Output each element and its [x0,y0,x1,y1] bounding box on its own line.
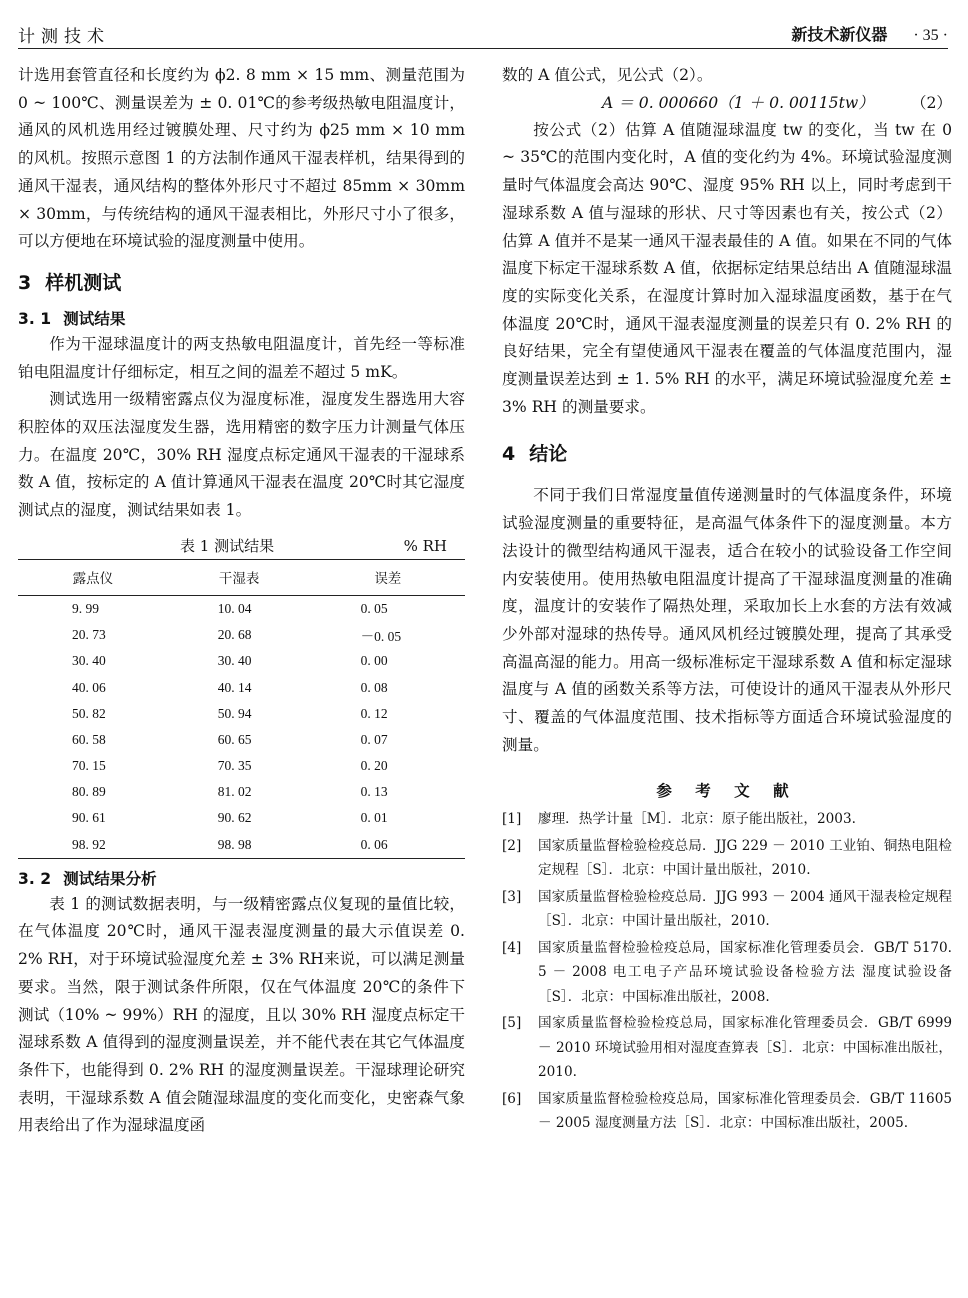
subsection-3-1-title: 测试结果 [63,309,126,328]
reference-number: [4] [502,939,522,956]
cell-error: 0. 07 [360,731,388,747]
reference-number: [3] [502,888,522,905]
section-name: 新技术新仪器 [791,25,888,44]
cell-error: 0. 12 [360,705,388,721]
section-3-title: 样机测试 [45,271,122,294]
header-right [791,22,948,45]
paragraph-3-1-a: 作为干湿球温度计的两支热敏电阻温度计，首先经一等标准铂电阻温度计仔细标定，相互之间的温差不超过 5 mK。 [18,334,465,381]
reference-item [502,1087,952,1136]
cell-dewpoint: 98. 92 [18,832,168,859]
reference-number: [2] [502,837,522,854]
reference-item [502,834,952,883]
table-row [18,674,465,700]
table-row [18,622,465,648]
cell-error: －0. 05 [360,629,402,645]
reference-text: 国家质量监督检验检疫总局．JJG 229 － 2010 工业铂、铜热电阻检定规程［S］．北京：中国计量出版社，2010. [538,837,952,879]
column-header-psychrometer: 干湿表 [168,559,311,595]
column-header-dewpoint: 露点仪 [18,559,168,595]
left-column [18,62,465,1140]
subsection-3-2-number: 3. 2 [18,869,52,888]
cell-dewpoint: 40. 06 [72,679,106,695]
cell-psychrometer: 40. 14 [217,679,252,695]
subsection-3-1-heading [18,307,465,329]
cell-dewpoint: 70. 15 [72,758,106,774]
reference-item [502,807,952,832]
subsection-3-2-heading [18,867,465,889]
cell-error: 0. 00 [360,653,388,669]
cell-psychrometer: 60. 65 [217,731,252,747]
cell-dewpoint: 9. 99 [72,600,99,616]
reference-item [502,936,952,1010]
cell-dewpoint: 80. 89 [72,784,106,800]
reference-number: [6] [502,1090,522,1107]
section-4-number: 4 [502,443,516,466]
paragraph-3-2: 表 1 的测试数据表明，与一级精密露点仪复现的量值比较，在气体温度 20℃时，通风干湿表湿度测量的最大示值误差 0. 2% RH，对于环境试验湿度允差 ± 3% RH来说，可以满足测量要求。当然，限于测试条件所限，仅在气体温度 20℃的条件下测试（10% ~ 99%）RH 的湿度，且以 30% RH 湿度点标定干湿球系数 A 值得到的湿度测量误差，并不能代表在其它气体温度条件下，也能得到 0. 2% RH 的湿度测量误差。干湿球理论研究表明，干湿球系数 A 值会随湿球温度的变化而变化，史密森气象用表给出了作为湿球温度函 [18,894,465,1135]
journal-name: 计测技术 [18,27,110,47]
reference-item [502,1011,952,1085]
page-number: · 35 · [913,27,948,44]
cell-psychrometer: 50. 94 [217,705,252,721]
cell-error: 0. 13 [360,784,388,800]
conclusion-paragraph: 不同于我们日常湿度量值传递测量时的气体温度条件，环境试验湿度测量的重要特征，是高温气体条件下的湿度测量。本方法设计的微型结构通风干湿表，适合在较小的试验设备工作空间内安装使用。使用热敏电阻温度计提高了干湿球温度测量的准确度，温度计的安装作了隔热处理，采取加长上水套的方法有效减少外部对湿球的热传导。通风风机经过镀膜处理，提高了其承受高温高湿的能力。用高一级标准标定干湿球系数 A 值和标定湿球温度与 A 值的函数关系等方法，可使设计的通风干湿表从外形尺寸、覆盖的气体温度范围、技术指标等方面适合环境试验湿度的测量。 [502,486,952,754]
estimation-paragraph: 按公式（2）估算 A 值随湿球温度 tw 的变化，当 tw 在 0 ~ 35℃的范围内变化时，A 值的变化约为 4%。环境试验湿度测量时气体温度会高达 90℃、湿度 95% RH 以上，同时考虑到干湿球系数 A 值与湿球的形状、尺寸等因素也有关，按公式（2）估算 A 值并不是某一通风干湿表最佳的 A 值。如果在不同的气体温度下标定干湿球系数 A 值，依据标定结果总结出 A 值随湿球温度的实际变化关系，在湿度计算时加入湿球温度函数，基于在气体温度 20℃时，通风干湿表湿度测量的误差只有 0. 2% RH 的良好结果，完全有望使通风干湿表在覆盖的气体温度范围内，湿度测量误差达到 ± 1. 5% RH 的水平，满足环境试验湿度允差 ± 3% RH 的测量要求。 [502,120,952,416]
cell-error: 0. 01 [360,810,388,826]
column-header-error: 误差 [311,559,465,595]
table-caption-row [18,533,465,559]
cell-dewpoint: 20. 73 [72,627,106,643]
reference-text: 国家质量监督检验检疫总局，国家标准化管理委员会．GB/T 5170. 5 － 2008 电工电子产品环境试验设备检验方法 湿度试验设备［S］．北京：中国标准出版社，2008. [538,939,952,1005]
table-caption: 表 1 测试结果 [180,536,275,555]
reference-item [502,885,952,934]
cell-psychrometer: 81. 02 [217,784,252,800]
references-list [502,807,952,1136]
running-header [18,18,948,49]
table-row [18,753,465,779]
reference-number: [5] [502,1015,522,1032]
paragraph-3-1-b: 测试选用一级精密露点仪为湿度标准，湿度发生器选用大容积腔体的双压法湿度发生器，选用精密的数字压力计测量气体压力。在温度 20℃，30% RH 湿度点标定通风干湿表的干湿球系数 A 值，按标定的 A 值计算通风干湿表在温度 20℃时其它湿度测试点的湿度，测试结果如表 1。 [18,390,465,520]
equation-number: （2） [910,93,952,112]
reference-number: [1] [502,811,522,828]
table-row [18,832,465,859]
right-column [502,62,952,1138]
table-row [18,779,465,805]
table-header-row [18,559,465,595]
table-row [18,727,465,753]
reference-text: 国家质量监督检验检疫总局，国家标准化管理委员会．GB/T 11605 － 2005 湿度测量方法［S］．北京：中国标准出版社，2005. [538,1090,952,1132]
table-row [18,648,465,674]
results-table [18,559,465,859]
cell-dewpoint: 30. 40 [72,653,106,669]
cell-psychrometer: 70. 35 [217,758,252,774]
cell-error: 0. 20 [360,758,388,774]
reference-text: 国家质量监督检验检疫总局，国家标准化管理委员会．GB/T 6999 － 2010 环境试验用相对湿度查算表［S］．北京：中国标准出版社，2010. [538,1015,952,1081]
equation-2 [502,90,952,117]
cell-error: 0. 05 [360,600,388,616]
cell-psychrometer: 30. 40 [217,653,252,669]
reference-text: 廖理．热学计量［M］．北京：原子能出版社，2003. [538,811,856,828]
section-3-number: 3 [18,271,32,294]
cell-dewpoint: 60. 58 [72,731,106,747]
section-4-heading [502,439,952,466]
reference-text: 国家质量监督检验检疫总局．JJG 993 － 2004 通风干湿表检定规程［S］．北京：中国计量出版社，2010. [538,888,952,930]
table-row [18,805,465,831]
equation-expression: A ＝ 0. 000660（1 ＋ 0. 00115tw） [602,93,874,112]
table-row [18,701,465,727]
cell-psychrometer: 90. 62 [217,810,252,826]
continued-paragraph: 数的 A 值公式，见公式（2）。 [502,66,713,84]
subsection-3-1-number: 3. 1 [18,309,52,328]
intro-paragraph: 计选用套管直径和长度约为 ϕ2. 8 mm × 15 mm、测量范围为 0 ~ 100℃、测量误差为 ± 0. 01℃的参考级热敏电阻温度计，通风的风机选用经过镀膜处理、尺寸约为 ϕ25 mm × 10 mm 的风机。按照示意图 1 的方法制作通风干湿表样机，结果得到的通风干湿表，通风结构的整体外形尺寸不超过 85mm × 30mm × 30mm，与传统结构的通风干湿表相比，外形尺寸小了很多，可以方便地在环境试验的湿度测量中使用。 [18,66,465,251]
section-3-heading [18,268,465,295]
cell-psychrometer: 10. 04 [217,600,252,616]
cell-dewpoint: 90. 61 [72,810,106,826]
cell-psychrometer: 20. 68 [217,627,252,643]
section-4-title: 结论 [529,443,568,466]
cell-dewpoint: 50. 82 [72,705,106,721]
cell-error: 0. 08 [360,679,388,695]
subsection-3-2-title: 测试结果分析 [63,869,157,888]
cell-error: 0. 06 [311,832,465,859]
references-title: 参 考 文 献 [656,782,798,801]
table-row [18,595,465,622]
cell-psychrometer: 98. 98 [168,832,311,859]
table-unit: % RH [403,536,447,555]
